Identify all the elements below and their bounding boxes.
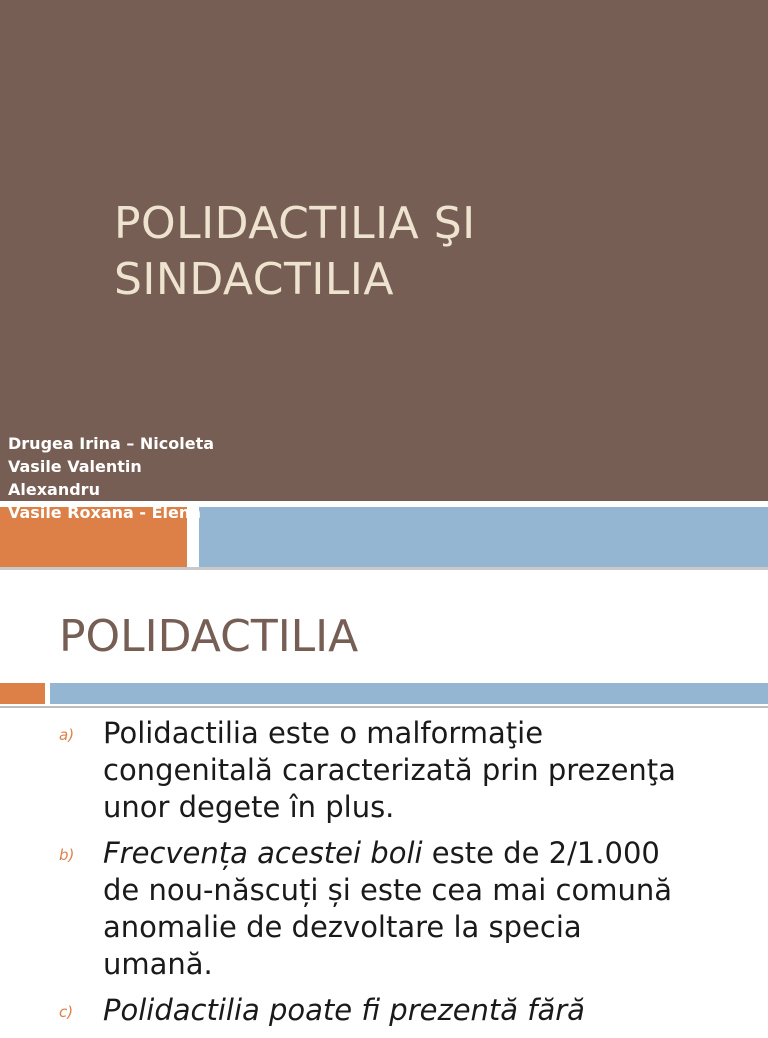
bullet-line-rest: este de 2/1.000 — [422, 836, 660, 870]
bullet-line: congenitală caracterizată prin prezenţa — [103, 753, 676, 787]
author-name: Alexandru — [8, 480, 100, 499]
bullet-marker: a) — [59, 726, 75, 744]
slide-title — [114, 196, 734, 308]
bullet-text — [103, 992, 743, 1029]
bullet-marker: b) — [59, 846, 75, 864]
bullet-item — [0, 835, 768, 983]
slide-heading: POLIDACTILIA — [59, 611, 359, 662]
decorative-bar-orange — [0, 683, 45, 704]
decorative-bar-blue — [199, 507, 768, 567]
bullet-line: unor degete în plus. — [103, 790, 395, 824]
decorative-bar-blue — [50, 683, 768, 704]
bullet-item — [0, 715, 768, 826]
author-name: Vasile Valentin — [8, 457, 142, 476]
bullet-line: Polidactilia este o malformaţie — [103, 716, 544, 750]
bullet-line: de nou-născuți și este cea mai comună — [103, 873, 672, 907]
bullet-line: umană. — [103, 947, 213, 981]
bullet-emphasis: Polidactilia poate fi prezentă fără — [103, 993, 585, 1027]
author-name: Vasile Roxana - Elena — [8, 503, 202, 522]
bullet-line — [103, 835, 743, 872]
bullet-line: anomalie de dezvoltare la specia — [103, 910, 582, 944]
author-name: Drugea Irina – Nicoleta — [8, 434, 215, 453]
divider-line — [0, 706, 768, 708]
bullet-item — [0, 992, 768, 1029]
content-slide — [0, 572, 768, 1027]
bullet-emphasis: Frecvența acestei boli — [103, 836, 423, 870]
authors-list — [8, 432, 214, 524]
bullet-line — [103, 992, 743, 1029]
divider-line — [0, 567, 768, 570]
title-panel — [0, 0, 768, 501]
bullet-marker: c) — [59, 1003, 74, 1021]
bullet-text — [103, 835, 743, 983]
slide-title-line: SINDACTILIA — [114, 254, 394, 305]
bullet-text — [103, 715, 743, 826]
slide-title-line: POLIDACTILIA ŞI — [114, 198, 476, 249]
bullet-list — [0, 715, 768, 1038]
